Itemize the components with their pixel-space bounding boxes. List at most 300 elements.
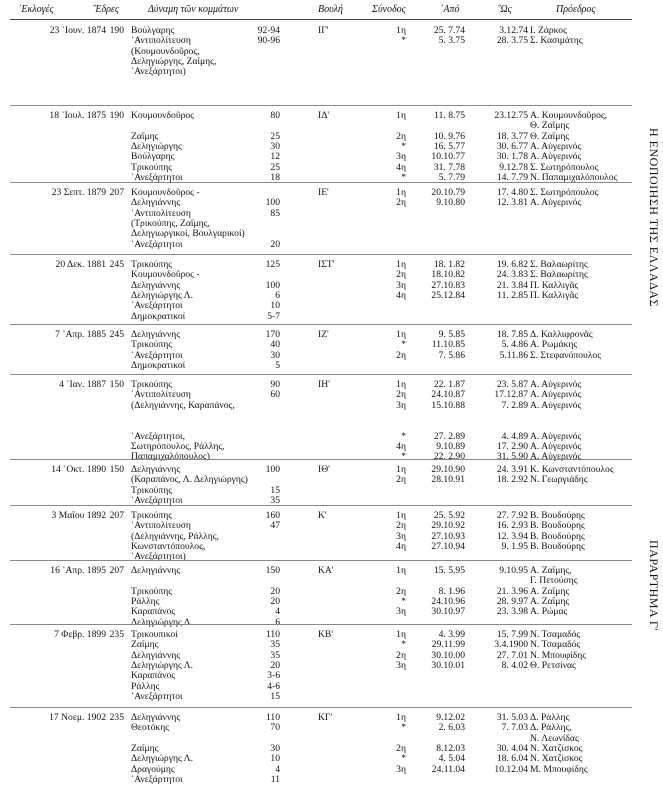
party-name: Δεληγιάννης bbox=[131, 649, 181, 661]
session-number: 1η bbox=[396, 259, 406, 270]
row-separator bbox=[10, 560, 632, 561]
session-number: * bbox=[401, 595, 406, 607]
speaker-name: Α. Αὐγερινός bbox=[530, 399, 582, 411]
party-name: ᾿Ανεξάρτητοι bbox=[131, 690, 183, 702]
speaker-name: Μ. Μπουφίδης bbox=[530, 763, 588, 775]
session-end: 14. 7.79 bbox=[496, 171, 528, 183]
speaker-name: Ν. Χατζίσκος bbox=[530, 753, 583, 765]
seat-count: 207 bbox=[109, 565, 124, 576]
session-end: 23.12.75 bbox=[494, 110, 528, 121]
party-name: Δεληγιώργης Λ. bbox=[131, 616, 193, 628]
election-date: 18 ᾿Ιουλ. 1875 bbox=[49, 110, 106, 121]
party-seats: 110 bbox=[265, 629, 280, 640]
session-number: 1η bbox=[396, 510, 406, 521]
speaker-name: Ν. Γεωργιάδης bbox=[530, 474, 588, 486]
speaker-name: Α. Ζαΐμης, bbox=[530, 565, 572, 576]
session-start: 18. 1.82 bbox=[433, 259, 465, 270]
election-date: 7 Φεβρ. 1899 bbox=[54, 629, 106, 640]
party-name: Κουμουνδοῦρος - bbox=[131, 269, 200, 281]
session-start: 27.10.94 bbox=[431, 540, 465, 552]
party-name: Δεληγιάννης bbox=[131, 464, 181, 475]
session-start: 27.10.93 bbox=[431, 530, 465, 542]
parliament-number: ΚΓ' bbox=[318, 712, 333, 723]
party-seats: 30 bbox=[270, 140, 280, 152]
party-name: Δεληγιώργης Λ. bbox=[131, 753, 193, 765]
session-end: 17. 4.80 bbox=[496, 187, 528, 198]
header-os: ῞Ως bbox=[497, 4, 512, 15]
party-seats: 35 bbox=[270, 639, 280, 651]
party-seats: 5 bbox=[275, 359, 280, 371]
seat-count: 207 bbox=[109, 187, 124, 198]
header-seats: ῞Εδρες bbox=[92, 4, 119, 15]
header-elections: ᾿Εκλογές bbox=[18, 4, 54, 15]
party-seats: 125 bbox=[265, 259, 280, 270]
election-date: 16 ᾿Απρ. 1895 bbox=[50, 565, 106, 576]
session-start: 5. 7.79 bbox=[438, 171, 465, 183]
speaker-name: Ν. Τσαμαδός bbox=[530, 629, 581, 640]
session-start: 9.12.02 bbox=[436, 712, 465, 723]
session-number: * bbox=[401, 171, 406, 183]
party-seats: 90 bbox=[270, 379, 280, 390]
row-separator bbox=[10, 374, 632, 375]
session-end: 17.12.87 bbox=[494, 389, 528, 401]
speaker-name: Σ. Κασιμάτης bbox=[530, 35, 583, 47]
parliament-number: ΙΓ' bbox=[318, 25, 329, 36]
session-end: 9.12.78 bbox=[499, 161, 528, 173]
session-number: * bbox=[401, 451, 406, 463]
session-number: 3η bbox=[396, 659, 406, 671]
party-name: ᾿Ανεξάρτητοι bbox=[131, 300, 183, 312]
election-date: 23 Σεπτ. 1879 bbox=[51, 187, 106, 198]
session-start: 4. 5.04 bbox=[438, 753, 465, 765]
row-separator bbox=[10, 707, 632, 708]
party-name: Βούλγαρης bbox=[131, 25, 175, 36]
session-number: 2η bbox=[396, 585, 406, 597]
election-date: 4 ᾿Ιαν. 1887 bbox=[59, 379, 106, 390]
session-number: 1η bbox=[396, 25, 406, 36]
session-end: 31. 5.03 bbox=[496, 712, 528, 723]
session-number: * bbox=[401, 339, 406, 351]
party-seats: 100 bbox=[265, 197, 280, 209]
session-end: 7. 7.03 bbox=[501, 722, 528, 734]
session-number: 1η bbox=[396, 110, 406, 121]
parliament-number: ΚΒ' bbox=[318, 629, 334, 640]
session-number: 2η bbox=[396, 349, 406, 361]
party-seats: 110 bbox=[265, 712, 280, 723]
session-start: 30.10.97 bbox=[431, 606, 465, 618]
party-name: Τρικούπης bbox=[131, 484, 173, 496]
party-name: ᾿Ανεξάρτητοι bbox=[131, 349, 183, 361]
session-start: 27. 2.89 bbox=[433, 430, 465, 442]
election-date: 7 ᾿Απρ. 1885 bbox=[55, 329, 106, 340]
speaker-name: Β. Βουδούρης bbox=[530, 510, 585, 521]
party-name: (Δεληγιάννης, Καραπάνος, bbox=[131, 399, 235, 411]
session-start: 4. 3.99 bbox=[438, 629, 465, 640]
party-seats: 4 bbox=[275, 763, 280, 775]
session-end: 28. 9.97 bbox=[496, 595, 528, 607]
session-start: 11. 8.75 bbox=[434, 110, 465, 121]
party-seats: 47 bbox=[270, 520, 280, 532]
party-name: Δεληγιάννης bbox=[131, 279, 181, 291]
speaker-name: Ν. Παπαμιχαλόπουλος bbox=[530, 171, 618, 183]
session-number: 4η bbox=[396, 540, 406, 552]
party-seats: 25 bbox=[270, 161, 280, 173]
session-start: 29.10.92 bbox=[431, 520, 465, 532]
side-title-appendix: ΠΑΡΑΡΤΗΜΑ Γ' bbox=[647, 540, 661, 632]
header-synodos: Σύνοδος bbox=[372, 4, 406, 15]
session-start: 30.10.00 bbox=[431, 649, 465, 661]
speaker-name: Θ. Ζαΐμης bbox=[530, 130, 570, 142]
session-end: 18. 3.77 bbox=[496, 130, 528, 142]
session-number: * bbox=[401, 753, 406, 765]
session-start: 18.10.82 bbox=[431, 269, 465, 281]
seat-count: 150 bbox=[109, 379, 124, 390]
party-name: ᾿Αντιπολίτευση bbox=[131, 520, 191, 532]
party-name: ᾿Ανεξάρτητοι) bbox=[131, 551, 186, 563]
session-end: 15. 7.99 bbox=[496, 629, 528, 640]
session-end: 28. 3.75 bbox=[496, 35, 528, 47]
party-seats: 4-6 bbox=[267, 680, 280, 692]
party-seats: 100 bbox=[265, 279, 280, 291]
party-name: Τρικούπης bbox=[131, 259, 173, 270]
party-name: Κουμουνδοῦρος - bbox=[131, 187, 200, 198]
party-name: Δεληγιωργικοί, Βουλγαρικοί) bbox=[131, 228, 245, 240]
session-start: 8. 1.96 bbox=[438, 585, 465, 597]
session-end: 19. 6.82 bbox=[496, 259, 528, 270]
row-separator bbox=[10, 182, 632, 183]
party-seats: 10 bbox=[270, 300, 280, 312]
party-name: (Δεληγιάννης, Ράλλης, bbox=[131, 530, 219, 542]
session-end: 18. 6.04 bbox=[496, 753, 528, 765]
session-number: 1η bbox=[396, 464, 406, 475]
session-start: 24.10.87 bbox=[431, 389, 465, 401]
speaker-name: Θ. Ρετσίνας bbox=[530, 659, 576, 671]
speaker-name: Α. Αὐγερινός bbox=[530, 451, 582, 463]
party-name: Δημοκρατικοί bbox=[131, 310, 186, 322]
seat-count: 235 bbox=[109, 629, 124, 640]
party-name: ᾿Αντιπολίτευση bbox=[131, 35, 191, 47]
party-seats: 35 bbox=[270, 649, 280, 661]
row-separator bbox=[10, 105, 632, 106]
session-number: 3η bbox=[396, 399, 406, 411]
party-name: (Καραπάνος, Λ. Δεληγιώργης) bbox=[131, 474, 248, 486]
speaker-name: Α. Ζαΐμης bbox=[530, 595, 570, 607]
speaker-name: Σ. Βαλαωρίτης bbox=[530, 269, 588, 281]
speaker-name: Β. Βουδούρης bbox=[530, 540, 585, 552]
session-number: 2η bbox=[396, 197, 406, 209]
row-separator bbox=[10, 624, 632, 625]
party-name: Ράλλης bbox=[131, 680, 160, 692]
session-end: 31. 5.90 bbox=[496, 451, 528, 463]
party-name: Θεοτόκης bbox=[131, 722, 170, 734]
session-number: 1η bbox=[396, 629, 406, 640]
party-name: Ζαΐμης bbox=[131, 742, 159, 754]
header-vouli: Βουλή bbox=[318, 4, 343, 15]
party-seats: 18 bbox=[270, 171, 280, 183]
session-start: 28.10.91 bbox=[431, 474, 465, 486]
parliament-number: ΙΘ' bbox=[318, 464, 330, 475]
session-end: 4. 4.89 bbox=[501, 430, 528, 442]
session-number: 2η bbox=[396, 742, 406, 754]
party-name: Δεληγιώργης bbox=[131, 140, 182, 152]
session-number: 2η bbox=[396, 130, 406, 142]
party-seats: 15 bbox=[270, 690, 280, 702]
session-end: 11. 2.85 bbox=[497, 289, 528, 301]
session-number: 3η bbox=[396, 763, 406, 775]
header-apo: ᾿Από bbox=[440, 4, 460, 15]
session-start: 25. 5.92 bbox=[433, 510, 465, 521]
party-name: Τρικουπικοί bbox=[131, 629, 178, 640]
session-end: 12. 3.94 bbox=[496, 530, 528, 542]
session-end: 16. 2.93 bbox=[496, 520, 528, 532]
speaker-name: Ν. Λεωνίδας bbox=[530, 732, 579, 744]
session-start: 29.10.90 bbox=[431, 464, 465, 475]
session-number: 4η bbox=[396, 440, 406, 452]
seat-count: 245 bbox=[109, 329, 124, 340]
session-number: 4η bbox=[396, 289, 406, 301]
party-name: Δραγούμης bbox=[131, 763, 175, 775]
session-start: 5. 3.75 bbox=[438, 35, 465, 47]
session-number: * bbox=[401, 722, 406, 734]
party-seats: 170 bbox=[265, 329, 280, 340]
party-name: Ζαΐμης bbox=[131, 130, 159, 142]
party-name: ᾿Ανεξάρτητοι, bbox=[131, 430, 186, 442]
speaker-name: Α. Αὐγερινός bbox=[530, 430, 582, 442]
session-start: 22. 1.87 bbox=[433, 379, 465, 390]
row-separator bbox=[10, 505, 632, 506]
party-name: Ράλλης bbox=[131, 595, 160, 607]
session-number: * bbox=[401, 639, 406, 651]
speaker-name: Π. Καλλιγᾶς bbox=[530, 279, 579, 291]
session-start: 11.10.85 bbox=[431, 339, 465, 351]
session-number: * bbox=[401, 35, 406, 47]
party-seats: 5-7 bbox=[267, 310, 280, 322]
election-date: 23 ᾿Ιουν. 1874 bbox=[49, 25, 106, 36]
party-name: Ζαΐμης bbox=[131, 639, 159, 651]
party-name: Βούλγαρης bbox=[131, 151, 175, 163]
party-name: ᾿Αντιπολίτευση bbox=[131, 389, 191, 401]
party-name: Κουμουνδοῦρος bbox=[131, 110, 194, 121]
speaker-name: Α. Ρώμας bbox=[530, 606, 568, 618]
parliament-number: Κ' bbox=[318, 510, 327, 521]
session-end: 3.4.1900 bbox=[494, 639, 528, 651]
party-seats: 25 bbox=[270, 130, 280, 142]
election-date: 17 Νοεμ. 1902 bbox=[49, 712, 106, 723]
row-separator bbox=[10, 459, 632, 460]
party-name: ᾿Αντιπολίτευση bbox=[131, 207, 191, 219]
parliament-number: ΙΗ' bbox=[318, 379, 330, 390]
party-seats: 3-6 bbox=[267, 670, 280, 682]
session-number: 2η bbox=[396, 389, 406, 401]
speaker-name: Θ. Ζαΐμης bbox=[530, 120, 570, 132]
party-name: Τρικούπης bbox=[131, 339, 173, 351]
session-start: 8.12.03 bbox=[436, 742, 465, 754]
party-seats: 60 bbox=[270, 389, 280, 401]
session-start: 9.10.80 bbox=[436, 197, 465, 209]
session-end: 12. 3.81 bbox=[496, 197, 528, 209]
party-seats: 15 bbox=[270, 484, 280, 496]
speaker-name: Β. Βουδούρης bbox=[530, 520, 585, 532]
speaker-name: Α. Αὐγερινός bbox=[530, 151, 582, 163]
party-name: Τρικούπης bbox=[131, 379, 173, 390]
session-start: 9. 5.85 bbox=[438, 329, 465, 340]
header-parties: Δύναμη τῶν κομμάτων bbox=[148, 4, 239, 15]
party-name: ᾿Ανεξάρτητοι bbox=[131, 171, 183, 183]
speaker-name: Α. Αὐγερινός bbox=[530, 389, 582, 401]
party-seats: 70 bbox=[270, 722, 280, 734]
session-end: 8. 4.02 bbox=[501, 659, 528, 671]
party-seats: 90-96 bbox=[257, 35, 280, 47]
session-end: 30. 1.78 bbox=[496, 151, 528, 163]
session-end: 5. 4.86 bbox=[501, 339, 528, 351]
party-seats: 20 bbox=[270, 659, 280, 671]
party-seats: 150 bbox=[265, 565, 280, 576]
speaker-name: Ν. Μπουφίδης bbox=[530, 649, 587, 661]
party-name: Δεληγιώργης, Ζαΐμης, bbox=[131, 55, 217, 67]
session-end: 30. 4.04 bbox=[496, 742, 528, 754]
speaker-name: Κ. Κωνσταντόπουλος bbox=[530, 464, 614, 475]
session-start: 16. 5.77 bbox=[433, 140, 465, 152]
party-name: Δεληγιώργης Λ. bbox=[131, 659, 193, 671]
session-start: 29.11.99 bbox=[431, 639, 465, 651]
speaker-name: Γ. Πετούσης bbox=[530, 575, 578, 587]
speaker-name: Σ. Σωτηρόπουλος bbox=[530, 187, 599, 198]
session-start: 2. 6.03 bbox=[438, 722, 465, 734]
session-start: 15.10.88 bbox=[431, 399, 465, 411]
session-end: 18. 7.85 bbox=[496, 329, 528, 340]
speaker-name: Σ. Βαλαωρίτης bbox=[530, 259, 588, 270]
party-name: Τρικούπης bbox=[131, 510, 173, 521]
session-start: 9.10.89 bbox=[436, 440, 465, 452]
speaker-name: Α. Κουμουνδοῦρος, bbox=[530, 110, 608, 121]
session-end: 18. 2.92 bbox=[496, 474, 528, 486]
party-name: Κωνσταντόπουλος, bbox=[131, 540, 206, 552]
session-number: 3η bbox=[396, 530, 406, 542]
party-seats: 20 bbox=[270, 595, 280, 607]
party-name: Δεληγιάννης bbox=[131, 329, 181, 340]
row-separator bbox=[10, 254, 632, 255]
session-number: 3η bbox=[396, 279, 406, 291]
party-name: ᾿Ανεξάρτητοι bbox=[131, 238, 183, 250]
party-name: (Τρικούπης, Ζαΐμης, bbox=[131, 217, 210, 229]
session-start: 27.10.83 bbox=[431, 279, 465, 291]
party-name: Καραπάνος bbox=[131, 606, 176, 618]
session-number: 1η bbox=[396, 712, 406, 723]
speaker-name: Ν. Χατζίσκος bbox=[530, 742, 583, 754]
party-seats: 11 bbox=[270, 773, 280, 785]
party-name: Τρικούπης bbox=[131, 585, 173, 597]
session-end: 24. 3.83 bbox=[496, 269, 528, 281]
party-seats: 6 bbox=[275, 616, 280, 628]
speaker-name: Ν. Τσαμαδός bbox=[530, 639, 581, 651]
seat-count: 245 bbox=[109, 259, 124, 270]
speaker-name: Α. Ρωμάκης bbox=[530, 339, 578, 351]
session-start: 20.10.79 bbox=[431, 187, 465, 198]
speaker-name: Δ. Ράλλης bbox=[530, 712, 570, 723]
party-seats: 12 bbox=[270, 151, 280, 163]
speaker-name: Ι. Ζάρκος bbox=[530, 25, 567, 36]
parliament-number: ΙΖ' bbox=[318, 329, 329, 340]
session-number: 2η bbox=[396, 269, 406, 281]
session-end: 23. 3.98 bbox=[496, 606, 528, 618]
side-title-chapter: Η ΕΝΟΠΟΙΗΣΗ ΤΗΣ ΕΛΛΑΔΑΣ bbox=[647, 128, 661, 308]
session-number: 3η bbox=[396, 151, 406, 163]
session-number: 2η bbox=[396, 520, 406, 532]
session-number: 1η bbox=[396, 329, 406, 340]
party-seats: 85 bbox=[270, 207, 280, 219]
speaker-name: Σ. Στεφανόπουλος bbox=[530, 349, 602, 361]
header-proedros: Πρόεδρος bbox=[556, 4, 596, 15]
party-seats: 20 bbox=[270, 585, 280, 597]
parliament-number: ΚΑ' bbox=[318, 565, 334, 576]
party-name: Δεληγιάννης bbox=[131, 712, 181, 723]
session-start: 30.10.01 bbox=[431, 659, 465, 671]
speaker-name: Α. Αὐγερινός bbox=[530, 140, 582, 152]
session-start: 10.10.77 bbox=[431, 151, 465, 163]
header-rule bbox=[10, 19, 632, 20]
speaker-name: Β. Βουδούρης bbox=[530, 530, 585, 542]
session-end: 10.12.04 bbox=[494, 763, 528, 775]
session-end: 27. 7.01 bbox=[496, 649, 528, 661]
party-seats: 6 bbox=[275, 289, 280, 301]
session-end: 24. 3.91 bbox=[496, 464, 528, 475]
party-seats: 35 bbox=[270, 494, 280, 506]
session-number: 4η bbox=[396, 161, 406, 173]
speaker-name: Α. Αὐγερινός bbox=[530, 440, 582, 452]
session-number: 2η bbox=[396, 474, 406, 486]
session-start: 25.12.84 bbox=[431, 289, 465, 301]
party-seats: 92-94 bbox=[257, 25, 280, 36]
party-name: Δεληγιάννης bbox=[131, 197, 181, 209]
session-start: 10. 9.76 bbox=[433, 130, 465, 142]
election-date: 3 Μαΐου 1892 bbox=[51, 510, 106, 521]
session-start: 7. 5.86 bbox=[438, 349, 465, 361]
party-name: (Κουμουνδοῦρος, bbox=[131, 45, 200, 57]
party-seats: 80 bbox=[270, 110, 280, 121]
parliament-number: ΙΔ' bbox=[318, 110, 330, 121]
speaker-name: Α. Αὐγερινός bbox=[530, 379, 582, 390]
session-number: 1η bbox=[396, 565, 406, 576]
party-seats: 100 bbox=[265, 464, 280, 475]
session-number: 1η bbox=[396, 379, 406, 390]
party-seats: 40 bbox=[270, 339, 280, 351]
session-end: 9.10.95 bbox=[499, 565, 528, 576]
speaker-name: Δ. Καλλιφρονᾶς bbox=[530, 329, 593, 340]
seat-count: 207 bbox=[109, 510, 124, 521]
session-end: 30. 6.77 bbox=[496, 140, 528, 152]
election-date: 14 ᾿Οκτ. 1890 bbox=[51, 464, 106, 475]
session-end: 23. 5.87 bbox=[496, 379, 528, 390]
session-end: 17. 2.90 bbox=[496, 440, 528, 452]
parliament-number: ΙΕ' bbox=[318, 187, 329, 198]
session-number: * bbox=[401, 430, 406, 442]
session-start: 24.10.96 bbox=[431, 595, 465, 607]
session-number: 2η bbox=[396, 649, 406, 661]
election-date: 20 Δεκ. 1881 bbox=[55, 259, 106, 270]
speaker-name: Σ. Σωτηρόπουλος bbox=[530, 161, 599, 173]
party-name: Παπαμιχαλόπουλος) bbox=[131, 451, 210, 463]
session-number: 3η bbox=[396, 606, 406, 618]
party-seats: 160 bbox=[265, 510, 280, 521]
speaker-name: Α. Ζαΐμης bbox=[530, 585, 570, 597]
session-start: 22. 2.90 bbox=[433, 451, 465, 463]
party-seats: 20 bbox=[270, 238, 280, 250]
party-name: ᾿Ανεξάρτητοι) bbox=[131, 66, 186, 78]
seat-count: 235 bbox=[109, 712, 124, 723]
session-start: 15. 5.95 bbox=[433, 565, 465, 576]
speaker-name: Δ. Ράλλης, bbox=[530, 722, 572, 734]
party-name: Σωτηρόπουλος, Ράλλης, bbox=[131, 440, 225, 452]
